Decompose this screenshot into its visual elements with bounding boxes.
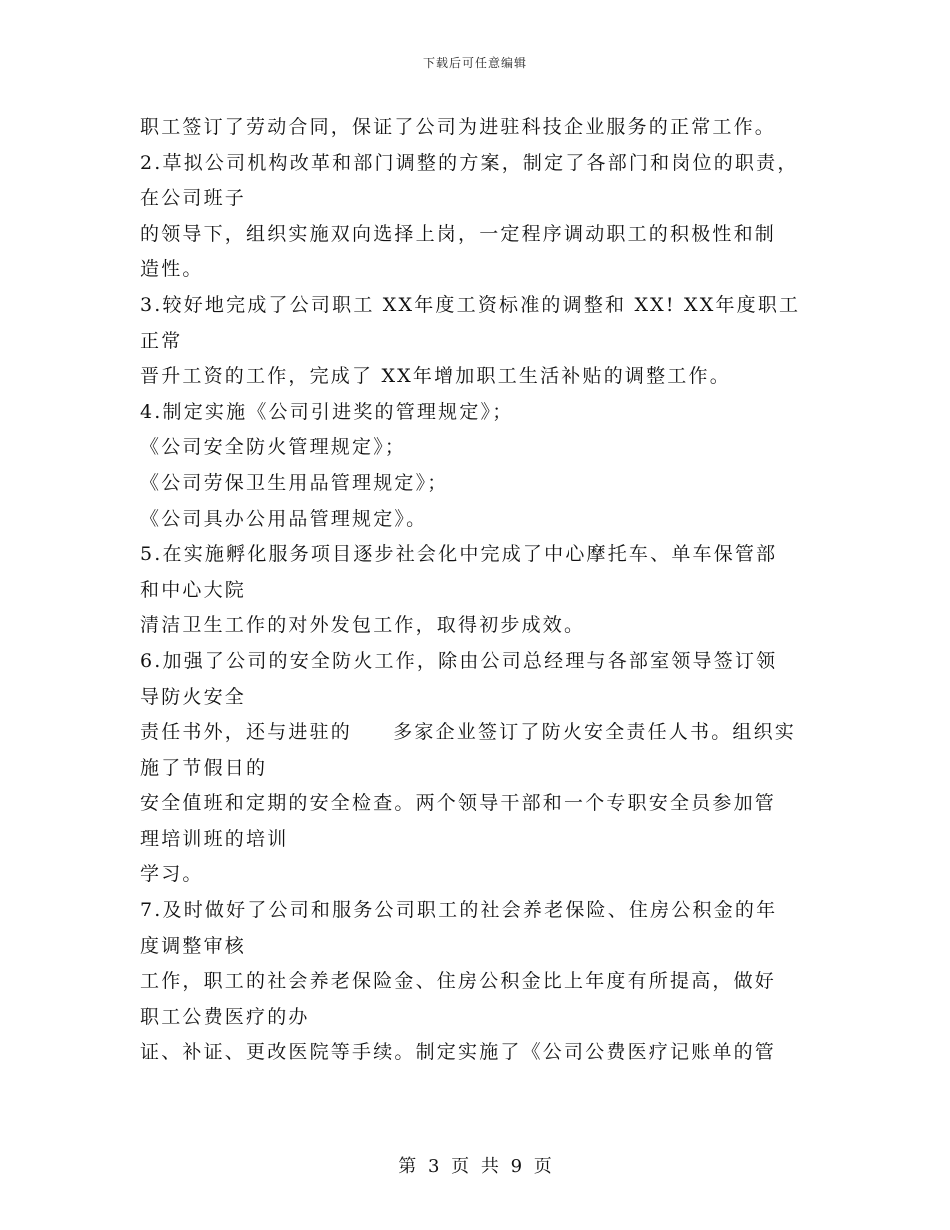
text-line: 安全值班和定期的安全检查。两个领导干部和一个专职安全员参加管 <box>140 792 777 815</box>
text-line: 6.加强了公司的安全防火工作，除由公司总经理与各部室领导签订领 <box>140 649 778 672</box>
text-line: 责任书外，还与进驻的 多家企业签订了防火安全责任人书。组织实 <box>140 721 796 744</box>
text-line: 职工签订了劳动合同，保证了公司为进驻科技企业服务的正常工作。 <box>140 116 777 138</box>
text-line: 7.及时做好了公司和服务公司职工的社会养老保险、住房公积金的年 <box>140 899 778 922</box>
text-line: 5.在实施孵化服务项目逐步社会化中完成了中心摩托车、单车保管部 <box>140 543 778 566</box>
text-line: 《公司安全防火管理规定》； <box>140 436 407 459</box>
text-line: 3.较好地完成了公司职工 XX年度工资标准的调整和 XX! XX年度职工 <box>140 293 801 316</box>
text-line: 《公司具办公用品管理规定》。 <box>140 507 428 530</box>
text-line: 导防火安全 <box>140 685 247 708</box>
text-line: 《公司劳保卫生用品管理规定》； <box>140 471 449 494</box>
text-line: 和中心大院 <box>140 578 247 601</box>
text-line: 工作，职工的社会养老保险金、住房公积金比上年度有所提高，做好 <box>140 970 777 993</box>
header-note: 下载后可任意编辑 <box>422 56 527 70</box>
text-line: 学习。 <box>140 863 204 886</box>
text-line: 的领导下，组织实施双向选择上岗，一定程序调动职工的积极性和制 <box>140 222 777 245</box>
text-line: 证、补证、更改医院等手续。制定实施了《公司公费医疗记账单的管 <box>140 1041 777 1064</box>
text-line: 职工公费医疗的办 <box>140 1005 310 1028</box>
text-line: 正常 <box>140 329 183 352</box>
body-text <box>140 110 820 1071</box>
page-number-footer: 第 3 页 共 9 页 <box>398 1156 552 1177</box>
text-line: 清洁卫生工作的对外发包工作，取得初步成效。 <box>140 614 586 637</box>
text-line: 造性。 <box>140 258 204 281</box>
text-line: 4.制定实施《公司引进奖的管理规定》； <box>140 400 514 423</box>
text-line: 2.草拟公司机构改革和部门调整的方案，制定了各部门和岗位的职责， <box>140 151 799 174</box>
text-line: 理培训班的培训 <box>140 827 289 850</box>
text-line: 在公司班子 <box>140 187 247 210</box>
text-line: 晋升工资的工作，完成了 XX年增加职工生活补贴的调整工作。 <box>140 365 731 388</box>
text-line: 度调整审核 <box>140 934 247 957</box>
text-line: 施了节假日的 <box>140 756 268 779</box>
